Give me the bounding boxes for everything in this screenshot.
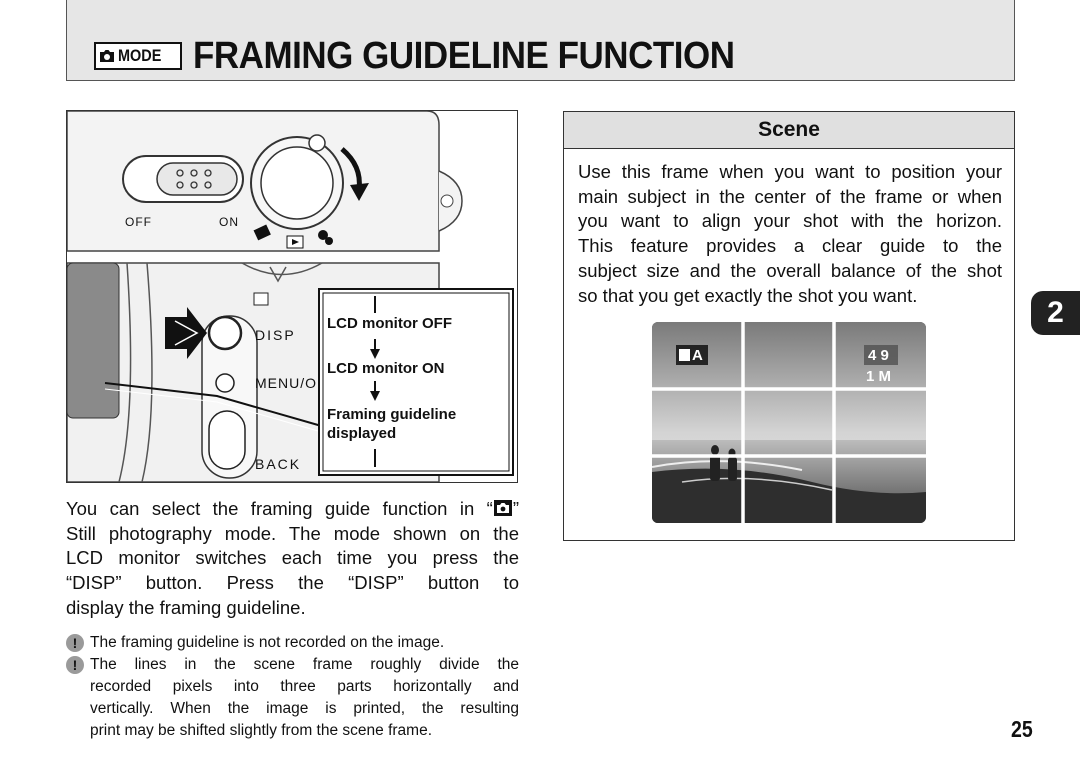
lcd-image-size: 1 M	[866, 368, 892, 385]
mode-badge	[94, 42, 182, 70]
page-title: FRAMING GUIDELINE FUNCTION	[193, 35, 735, 77]
scene-heading: Scene	[564, 112, 1014, 149]
note-2-line-1: The lines in the scene frame roughly divide the	[90, 656, 519, 673]
page-number: 25	[1011, 716, 1033, 742]
caution-icon: !	[66, 634, 84, 652]
scene-line-5: subject size and the overall balance of the shot	[578, 259, 1002, 281]
header-bar	[66, 0, 1015, 81]
note-2	[66, 654, 519, 742]
callout-guideline-1: Framing guideline	[327, 406, 457, 423]
body-line-2: Still photography mode. The mode shown on the	[66, 522, 519, 544]
notes	[66, 632, 519, 742]
scene-line-6: so that you get exactly the shot you want.	[578, 284, 918, 306]
note-2-line-2: recorded pixels into three parts horizontally and	[90, 678, 519, 695]
camera-mode-icon	[493, 499, 513, 517]
chapter-tab: 2	[1031, 291, 1080, 335]
menu-label: MENU/O	[255, 375, 317, 391]
body-line-1a: You can select the framing guide function in “	[66, 498, 493, 519]
callout-guideline-2: displayed	[327, 425, 397, 442]
lcd-mode-label: A	[692, 347, 703, 364]
scene-line-4: This feature provides a clear guide to the	[578, 235, 1002, 257]
callout-lcd-off: LCD monitor OFF	[327, 315, 452, 332]
body-line-4: “DISP” button. Press the “DISP” button to	[66, 572, 519, 594]
caution-icon: !	[66, 656, 84, 674]
camera-illustration	[66, 110, 518, 483]
scene-line-3: you want to align your shot with the horizon.	[578, 210, 1002, 232]
note-2-line-3: vertically. When the image is printed, the resulting	[90, 700, 519, 717]
switch-off-label: OFF	[125, 215, 152, 229]
body-line-1b: ”	[512, 498, 519, 519]
scene-panel	[563, 111, 1015, 541]
note-1-text: The framing guideline is not recorded on the image.	[90, 634, 445, 651]
camera-icon	[96, 44, 118, 68]
scene-description	[578, 160, 1002, 308]
disp-label: DISP	[255, 327, 296, 343]
note-2-line-4: print may be shifted slightly from the scene frame.	[90, 722, 433, 739]
body-line-5: display the framing guideline.	[66, 596, 306, 618]
switch-on-label: ON	[219, 215, 239, 229]
scene-line-1: Use this frame when you want to position your	[578, 161, 1002, 182]
scene-line-2: main subject in the center of the frame or when	[578, 185, 1002, 207]
note-1	[66, 632, 519, 654]
lcd-preview-image	[652, 322, 926, 523]
back-label: BACK	[255, 456, 302, 472]
mode-label: MODE	[118, 46, 162, 65]
body-paragraph	[66, 497, 519, 621]
body-line-3: LCD monitor switches each time you press the	[66, 547, 519, 569]
body-line-1	[66, 497, 519, 522]
callout-lcd-on: LCD monitor ON	[327, 360, 445, 377]
lcd-shot-count: 4 9	[868, 347, 889, 364]
